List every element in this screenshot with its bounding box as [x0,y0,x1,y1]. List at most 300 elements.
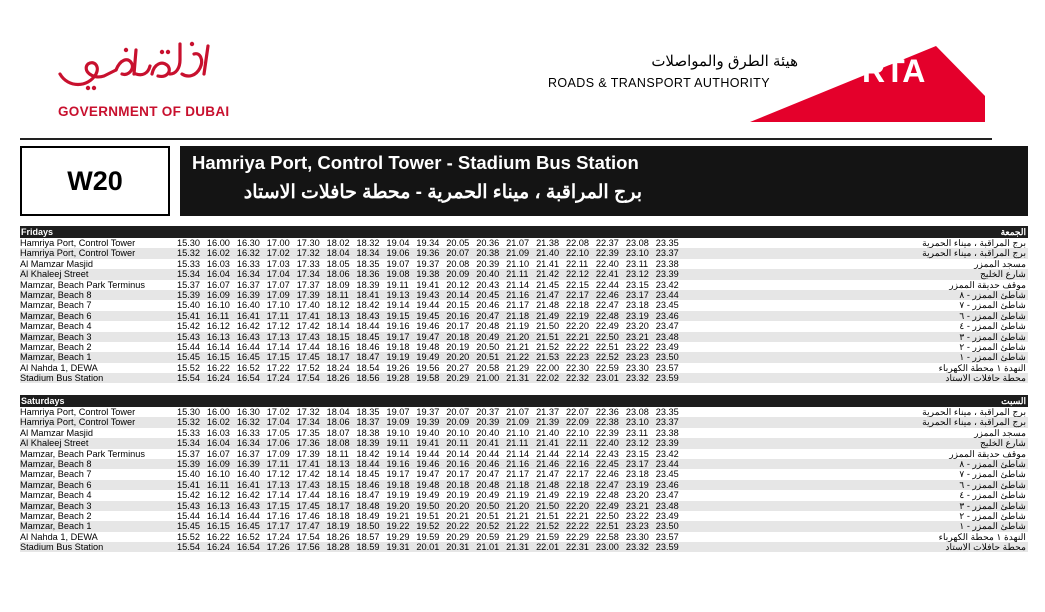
table-row [20,490,1028,500]
departure-time: 22.40 [595,438,619,449]
departure-time: 21.51 [536,510,560,521]
stop-name-english: Mamzar, Beach 2 [20,510,92,521]
departure-time: 16.10 [206,300,230,311]
departure-time: 22.51 [595,521,619,532]
stop-name-arabic: النهدة ١ محطة الكهرباء [938,531,1026,542]
departure-time: 19.18 [386,479,410,490]
departure-time: 15.43 [177,500,200,511]
departure-time: 16.34 [236,438,260,449]
departure-time: 23.11 [625,258,649,269]
departure-time: 22.22 [565,521,589,532]
departure-time: 20.46 [476,458,500,469]
departure-time: 22.50 [595,331,619,342]
departure-time: 23.50 [655,352,679,363]
departure-time: 22.17 [565,469,589,480]
departure-time: 22.58 [595,531,619,542]
departure-time: 15.41 [177,479,200,490]
departure-time: 19.46 [416,321,440,332]
departure-time: 21.20 [506,331,530,342]
departure-time: 23.10 [625,248,649,259]
departure-time: 16.14 [206,341,230,352]
table-row [20,238,1028,248]
stop-name-english: Mamzar, Beach 7 [20,300,92,311]
departure-time: 19.45 [416,310,440,321]
departure-time: 21.29 [506,362,530,373]
departure-time: 19.19 [386,490,410,501]
departure-time: 20.20 [446,352,470,363]
departure-time: 20.14 [446,289,470,300]
departure-time: 18.17 [326,352,350,363]
departure-time: 17.12 [266,321,290,332]
departure-time: 20.46 [476,300,500,311]
departure-time: 19.10 [386,427,410,438]
departure-time: 23.47 [655,490,679,501]
stop-name-arabic: شاطئ الممزر - ٤ [959,490,1026,501]
departure-time: 22.08 [565,238,589,248]
departure-time: 22.51 [595,341,619,352]
departure-time: 18.35 [356,407,380,417]
departure-time: 21.31 [506,373,530,384]
departure-times [177,511,686,521]
departure-time: 23.15 [625,279,649,290]
departure-time: 17.11 [266,310,290,321]
departure-time: 17.17 [266,521,290,532]
departure-time: 18.14 [326,469,350,480]
departure-time: 22.39 [595,427,619,438]
departure-time: 18.08 [326,438,350,449]
route-banner [20,146,1028,216]
departure-time: 16.32 [236,417,260,428]
departure-time: 15.32 [177,417,200,428]
departure-time: 20.19 [446,341,470,352]
departure-times [177,490,686,500]
departure-time: 22.39 [595,248,619,259]
departure-time: 21.50 [536,321,560,332]
departure-time: 23.59 [655,542,679,553]
departure-time: 19.40 [416,427,440,438]
departure-time: 18.36 [356,269,380,280]
departure-time: 15.54 [177,373,200,384]
departure-time: 17.03 [266,258,290,269]
departure-time: 21.47 [536,469,560,480]
departure-time: 19.17 [386,331,410,342]
departure-time: 20.07 [446,407,470,417]
departure-time: 17.42 [296,321,320,332]
table-row [20,248,1028,258]
departure-times [177,342,686,352]
stop-name-arabic: شاطئ الممزر - ٣ [959,331,1026,342]
departure-time: 22.11 [565,258,589,269]
departure-time: 20.01 [416,542,440,553]
departure-time: 20.38 [476,248,500,259]
departure-time: 21.07 [506,238,530,248]
departure-time: 23.08 [625,238,649,248]
departure-time: 17.56 [296,542,320,553]
departure-time: 21.50 [536,500,560,511]
table-row [20,459,1028,469]
departure-time: 18.49 [356,510,380,521]
departure-time: 20.05 [446,238,470,248]
departure-time: 23.46 [655,310,679,321]
departure-time: 17.12 [266,469,290,480]
departure-time: 22.19 [565,310,589,321]
departure-time: 15.34 [177,438,200,449]
departure-time: 16.09 [206,458,230,469]
departure-time: 16.12 [206,490,230,501]
departure-time: 19.43 [416,289,440,300]
departure-time: 16.43 [236,500,260,511]
departure-time: 18.26 [326,373,350,384]
departure-time: 20.39 [476,417,500,428]
departure-time: 20.44 [476,448,500,459]
departure-time: 17.00 [266,238,290,248]
departure-time: 17.46 [296,510,320,521]
departure-times [177,532,686,542]
departure-time: 21.09 [506,417,530,428]
departure-time: 20.58 [476,362,500,373]
departure-time: 15.30 [177,407,200,417]
departure-time: 19.48 [416,479,440,490]
table-row [20,280,1028,290]
departure-time: 22.47 [595,300,619,311]
stop-name-english: Stadium Bus Station [20,542,104,553]
departure-time: 21.09 [506,248,530,259]
departure-time: 18.42 [356,300,380,311]
departure-time: 16.45 [236,521,260,532]
departure-time: 16.34 [236,269,260,280]
departure-time: 22.49 [595,321,619,332]
departure-time: 21.29 [506,531,530,542]
departure-time: 17.32 [296,407,320,417]
departure-time: 17.45 [296,352,320,363]
departure-time: 23.45 [655,469,679,480]
departure-time: 16.24 [206,373,230,384]
departure-time: 17.33 [296,258,320,269]
departure-time: 23.23 [625,352,649,363]
departure-times [177,363,686,373]
departure-time: 17.41 [296,458,320,469]
departure-time: 18.45 [356,331,380,342]
departure-time: 19.49 [416,490,440,501]
table-row [20,311,1028,321]
departure-time: 22.18 [565,300,589,311]
departure-time: 18.04 [326,407,350,417]
departure-time: 17.52 [296,362,320,373]
departure-time: 18.41 [356,289,380,300]
departure-time: 19.28 [386,373,410,384]
departure-time: 20.29 [446,373,470,384]
departure-time: 23.35 [655,238,679,248]
departure-time: 18.17 [326,500,350,511]
departure-time: 23.46 [655,479,679,490]
departure-time: 22.50 [595,510,619,521]
departure-time: 21.19 [506,490,530,501]
table-row [20,332,1028,342]
departure-time: 18.16 [326,490,350,501]
departure-times [177,459,686,469]
stop-name-english: Hamriya Port, Control Tower [20,248,136,259]
departure-time: 23.42 [655,279,679,290]
departure-time: 21.42 [536,269,560,280]
departure-time: 22.10 [565,248,589,259]
departure-time: 22.02 [536,373,560,384]
departure-time: 23.39 [655,438,679,449]
table-row [20,373,1028,383]
departure-time: 19.41 [416,279,440,290]
government-of-dubai-logo [54,30,230,122]
departure-time: 23.30 [625,531,649,542]
table-row [20,363,1028,373]
departure-times [177,332,686,342]
section-label-english: Fridays [21,227,54,237]
departure-time: 18.35 [356,258,380,269]
departure-time: 16.13 [206,331,230,342]
departure-time: 16.54 [236,373,260,384]
departure-time: 17.40 [296,300,320,311]
departure-time: 16.10 [206,469,230,480]
gov-english-name: GOVERNMENT OF DUBAI [58,104,230,119]
departure-time: 18.11 [326,289,349,300]
departure-time: 18.15 [326,479,350,490]
departure-time: 16.11 [206,310,230,321]
table-row [20,352,1028,362]
departure-time: 22.40 [595,258,619,269]
departure-time: 20.17 [446,469,470,480]
departure-time: 17.39 [296,448,320,459]
departure-time: 22.20 [565,500,589,511]
departure-time: 23.44 [655,458,679,469]
departure-time: 21.53 [536,352,560,363]
departure-time: 18.45 [356,469,380,480]
departure-time: 17.44 [296,490,320,501]
rta-logo-text: RTA [862,53,926,89]
departure-time: 22.44 [595,279,619,290]
departure-time: 20.19 [446,490,470,501]
departure-time: 16.45 [236,352,260,363]
departure-time: 19.46 [416,458,440,469]
departure-time: 22.41 [595,269,619,280]
departure-time: 19.26 [386,362,410,373]
departure-time: 16.30 [236,407,260,417]
departure-time: 22.45 [595,458,619,469]
departure-time: 15.44 [177,510,200,521]
departure-time: 20.37 [476,407,500,417]
departure-time: 19.37 [416,407,440,417]
departure-times [177,269,686,279]
departure-time: 18.15 [326,331,350,342]
stop-name-english: Mamzar, Beach 8 [20,289,92,300]
departure-time: 19.11 [386,279,409,290]
departure-time: 20.12 [446,279,470,290]
stop-name-english: Mamzar, Beach 1 [20,521,92,532]
departure-time: 22.59 [595,362,619,373]
departure-time: 17.34 [296,269,320,280]
stop-name-english: Hamriya Port, Control Tower [20,407,136,417]
departure-time: 18.47 [356,490,380,501]
departure-time: 17.06 [266,438,290,449]
departure-time: 21.00 [476,373,500,384]
departure-time: 18.57 [356,531,380,542]
table-row [20,321,1028,331]
departure-time: 17.24 [266,531,290,542]
departure-time: 21.10 [506,258,530,269]
departure-time: 17.44 [296,341,320,352]
section-label-arabic: السبت [1001,396,1026,406]
departure-time: 17.10 [266,300,290,311]
departure-time: 17.05 [266,427,290,438]
departure-time: 23.10 [625,417,649,428]
departure-time: 22.16 [565,458,589,469]
departure-time: 23.11 [625,427,649,438]
departure-time: 18.39 [356,438,380,449]
departure-times [177,438,686,448]
departure-time: 20.08 [446,258,470,269]
departure-time: 21.59 [536,531,560,542]
departure-time: 17.09 [266,289,290,300]
departure-time: 20.07 [446,248,470,259]
departure-time: 17.07 [266,279,290,290]
table-row [20,438,1028,448]
departure-time: 16.24 [206,542,230,553]
departure-time: 17.47 [296,521,320,532]
departure-time: 15.37 [177,448,200,459]
departure-time: 18.24 [326,362,350,373]
departure-time: 16.40 [236,469,260,480]
departure-time: 23.37 [655,417,679,428]
departure-time: 23.32 [625,542,649,553]
departure-time: 19.47 [416,331,440,342]
departure-time: 20.16 [446,458,470,469]
departure-time: 19.06 [386,248,410,259]
section-header [20,226,1028,238]
departure-time: 16.40 [236,300,260,311]
table-row [20,269,1028,279]
departure-time: 17.34 [296,417,320,428]
departure-time: 18.07 [326,427,350,438]
departure-time: 21.52 [536,521,560,532]
departure-time: 18.34 [356,248,380,259]
departure-time: 15.41 [177,310,200,321]
departure-times [177,480,686,490]
departure-time: 16.04 [206,269,230,280]
departure-time: 15.30 [177,238,200,248]
stop-name-arabic: شاطئ الممزر - ٦ [959,479,1026,490]
rta-arabic-name: هيئة الطرق والمواصلات [651,53,798,70]
departure-time: 16.22 [206,362,230,373]
route-title-box [180,146,1028,216]
departure-time: 19.50 [416,500,440,511]
departure-time: 18.44 [356,321,380,332]
stop-name-arabic: محطة حافلات الاستاد [945,542,1026,553]
departure-time: 17.15 [266,500,290,511]
departure-time: 18.46 [356,341,380,352]
departure-time: 18.59 [356,542,380,553]
departure-time: 16.02 [206,248,230,259]
stop-name-english: Hamriya Port, Control Tower [20,417,136,428]
departure-time: 22.47 [595,479,619,490]
stop-name-english: Mamzar, Beach 7 [20,469,92,480]
departure-time: 23.32 [625,373,649,384]
departure-time: 21.41 [536,258,560,269]
departure-time: 19.21 [386,510,410,521]
departure-time: 19.41 [416,438,440,449]
stop-name-arabic: شارع الخليج [980,438,1026,449]
table-row [20,290,1028,300]
departure-time: 18.47 [356,352,380,363]
departure-time: 23.44 [655,289,679,300]
departure-time: 22.15 [565,279,589,290]
departure-time: 20.18 [446,331,470,342]
departure-time: 19.49 [416,352,440,363]
departure-time: 16.42 [236,490,260,501]
table-row [20,407,1028,417]
rta-english-name: ROADS & TRANSPORT AUTHORITY [548,76,770,90]
table-row [20,428,1028,438]
stop-name-english: Al Nahda 1, DEWA [20,362,98,373]
departure-time: 22.01 [536,542,560,553]
departure-time: 17.14 [266,341,290,352]
departure-time: 23.49 [655,341,679,352]
stop-name-english: Mamzar, Beach Park Terminus [20,448,145,459]
departure-time: 22.17 [565,289,589,300]
departure-time: 20.27 [446,362,470,373]
stop-name-arabic: مسجد الممزر [974,427,1026,438]
departure-time: 21.11 [506,438,529,449]
departure-time: 15.34 [177,269,200,280]
departure-time: 17.16 [266,510,290,521]
departure-time: 21.44 [536,448,560,459]
departure-time: 17.02 [266,407,290,417]
departure-time: 20.36 [476,238,500,248]
gov-arabic-calligraphy-logo [54,30,214,94]
departure-time: 23.19 [625,479,649,490]
departure-time: 23.17 [625,458,649,469]
departure-time: 23.17 [625,289,649,300]
departure-time: 20.18 [446,479,470,490]
departure-time: 18.19 [326,521,350,532]
departure-time: 16.02 [206,417,230,428]
departure-times [177,428,686,438]
departure-time: 19.14 [386,448,410,459]
departure-time: 21.47 [536,289,560,300]
departure-time: 15.42 [177,490,200,501]
departure-time: 23.22 [625,341,649,352]
departure-time: 22.00 [536,362,560,373]
departure-time: 21.17 [506,300,530,311]
departure-time: 15.33 [177,258,200,269]
departure-time: 20.51 [476,352,500,363]
departure-time: 21.19 [506,321,530,332]
departure-time: 16.37 [236,448,260,459]
departure-time: 20.39 [476,258,500,269]
departure-time: 22.30 [565,362,589,373]
departure-times [177,248,686,258]
departure-time: 23.48 [655,500,679,511]
departure-time: 18.50 [356,521,380,532]
departure-time: 18.13 [326,458,350,469]
departure-time: 20.45 [476,289,500,300]
departure-time: 16.33 [236,427,260,438]
departure-time: 16.13 [206,500,230,511]
route-title-arabic: برج المراقبة ، ميناء الحمرية - محطة حافلات الاستاد [243,182,642,203]
departure-time: 21.21 [506,341,530,352]
stop-name-arabic: برج المراقبة ، ميناء الحمرية [922,248,1026,259]
departure-time: 16.15 [206,352,230,363]
stop-name-arabic: شاطئ الممزر - ٣ [959,500,1026,511]
departure-time: 20.47 [476,310,500,321]
rta-logo [750,42,995,124]
departure-time: 17.02 [266,248,290,259]
